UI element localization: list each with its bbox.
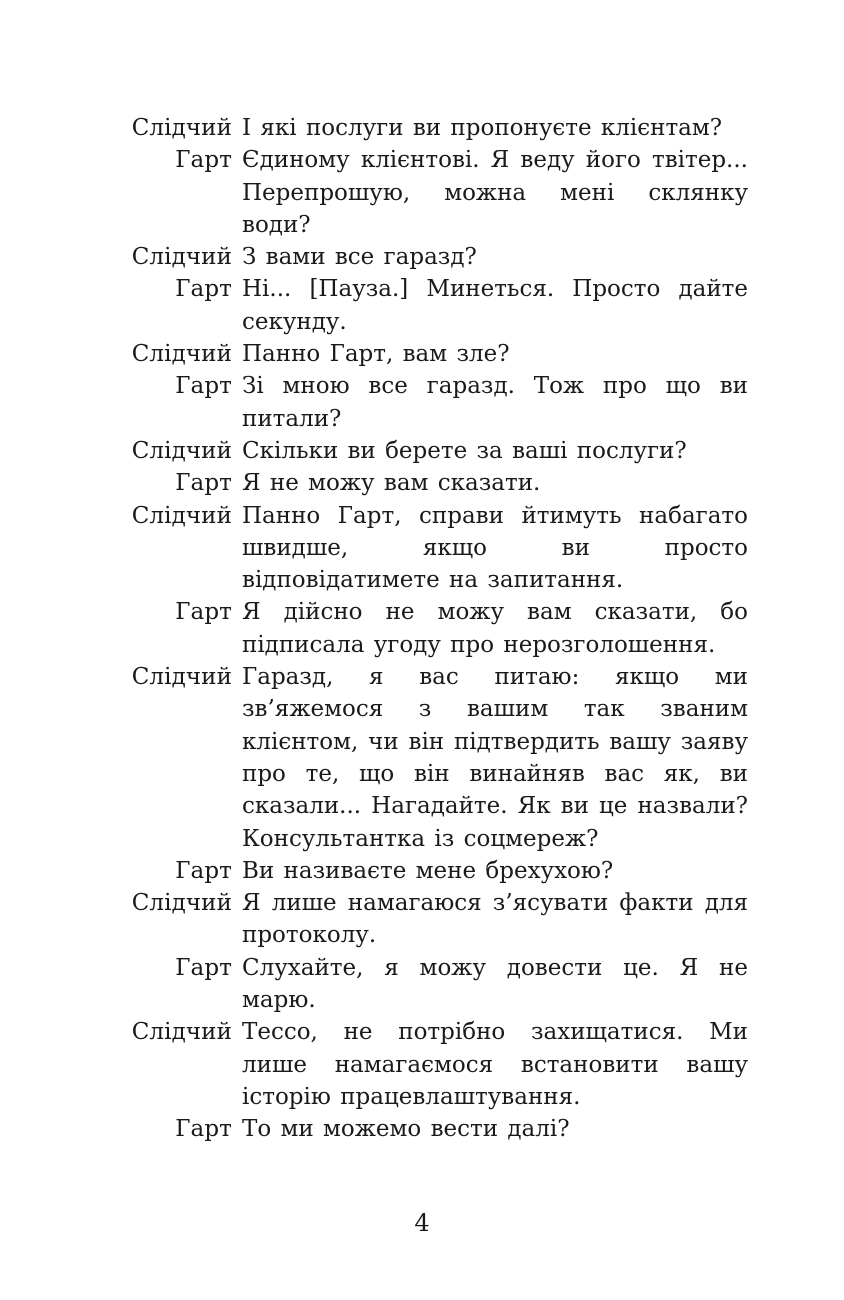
dialogue-line: Слухайте, я можу довести це. Я не марю.	[242, 954, 748, 1014]
speaker-name: Слідчий	[131, 244, 232, 271]
page-number: 4	[414, 1209, 430, 1237]
speaker-name: Слідчий	[131, 502, 232, 529]
dialogue-entry	[128, 370, 748, 435]
dialogue-line: Панно Гарт, вам зле?	[242, 341, 510, 368]
dialogue-line: Панно Гарт, справи йтимуть набагато швидше, якщо ви просто відповідатимете на запитання.	[242, 502, 748, 594]
dialogue-entry	[128, 855, 748, 887]
dialogue-entry	[128, 596, 748, 661]
dialogue-entry	[128, 112, 748, 144]
dialogue-line: Я не можу вам сказати.	[242, 470, 541, 497]
speaker-name: Слідчий	[131, 890, 232, 917]
dialogue-entry	[128, 661, 748, 855]
dialogue-entry	[128, 435, 748, 467]
speaker-name: Гарт	[175, 857, 232, 884]
speaker-name: Гарт	[175, 599, 232, 626]
speaker-name: Слідчий	[131, 437, 232, 464]
speaker-name: Гарт	[175, 954, 232, 981]
dialogue-entry	[128, 887, 748, 952]
dialogue-entry	[128, 1113, 748, 1145]
speaker-name: Слідчий	[131, 664, 232, 691]
dialogue-line: З вами все гаразд?	[242, 244, 477, 271]
dialogue-entry	[128, 241, 748, 273]
dialogue-entry	[128, 1016, 748, 1113]
dialogue-line: Ні... [Пауза.] Минеться. Просто дайте секунду.	[242, 276, 748, 335]
dialogue-line: Тессо, не потрібно захищатися. Ми лише намагаємося встановити вашу історію працевлаштування.	[242, 1019, 748, 1110]
dialogue-line: І які послуги ви пропонуєте клієнтам?	[242, 115, 723, 141]
speaker-name: Гарт	[175, 147, 232, 174]
dialogue-line: Я дійсно не можу вам сказати, бо підписала угоду про нерозголошення.	[242, 599, 748, 658]
speaker-name: Слідчий	[131, 115, 232, 141]
dialogue-line: Зі мною все гаразд. Тож про що ви питали?	[242, 373, 748, 432]
dialogue-line: Гаразд, я вас питаю: якщо ми зв’яжемося з вашим так званим клієнтом, чи він підтвердить вашу заяву про те, що він винайняв вас як, ви сказали... Нагадайте. Як ви це назвали? Консультантка із соцмереж?	[242, 664, 748, 852]
speaker-name: Гарт	[175, 1116, 232, 1143]
speaker-name: Гарт	[175, 373, 232, 400]
dialogue-entry	[128, 273, 748, 338]
dialogue-line: Ви називаєте мене брехухою?	[242, 857, 614, 884]
speaker-name: Гарт	[175, 276, 232, 303]
speaker-name: Гарт	[175, 470, 232, 497]
dialogue-entry	[128, 500, 748, 597]
speaker-name: Слідчий	[131, 1019, 232, 1046]
dialogue-line: Єдиному клієнтові. Я веду його твітер... Перепрошую, можна мені склянку води?	[242, 147, 748, 238]
speaker-name: Слідчий	[131, 341, 232, 368]
dialogue-line: Я лише намагаюся з’ясувати факти для протоколу.	[242, 890, 748, 949]
dialogue-entry	[128, 467, 748, 499]
dialogue-entry	[128, 952, 748, 1017]
dialogue-entry	[128, 338, 748, 370]
dialogue-entry	[128, 144, 748, 241]
dialogue-line: Скільки ви берете за ваші послуги?	[242, 437, 687, 464]
dialogue-line: То ми можемо вести далі?	[242, 1116, 570, 1143]
play-dialogue	[128, 112, 748, 1146]
